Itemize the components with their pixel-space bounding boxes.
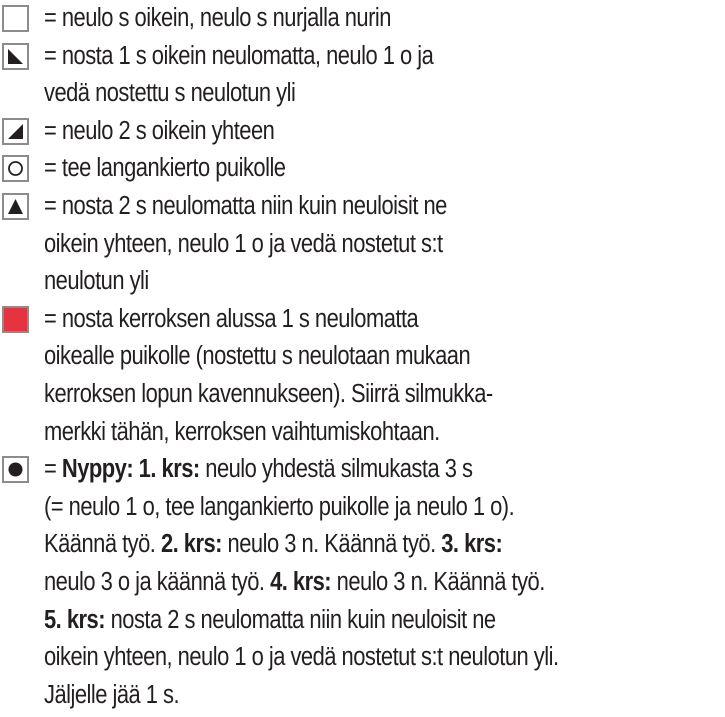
triangle-lower-left-icon bbox=[2, 43, 29, 70]
text-segment: oikein yhteen, neulo 1 o ja vedä nostetut s:t neulotun yli. bbox=[44, 643, 559, 672]
legend-text: = nosta 1 s oikein neulomatta, neulo 1 o ja bbox=[44, 41, 434, 70]
legend-text: oikein yhteen, neulo 1 o ja vedä nostetut s:t bbox=[44, 229, 443, 258]
filled-dot-icon bbox=[2, 456, 29, 483]
text-segment: (= neulo 1 o, tee langankierto puikolle ja neulo 1 o). bbox=[44, 492, 515, 521]
legend-text: = neulo s oikein, neulo s nurjalla nurin bbox=[44, 4, 391, 32]
legend-text: = neulo 2 s oikein yhteen bbox=[44, 116, 275, 145]
legend-text: = tee langankierto puikolle bbox=[44, 154, 286, 183]
legend-text: neulotun yli bbox=[44, 267, 149, 296]
row-label: 4. krs: bbox=[270, 567, 332, 596]
text-segment: neulo 3 o ja käännä työ. bbox=[44, 567, 271, 596]
text-segment: neulo 3 n. Käännä työ. bbox=[331, 567, 545, 596]
row-label: 3. krs: bbox=[441, 530, 503, 559]
empty-square-icon bbox=[2, 5, 29, 32]
triangle-up-icon bbox=[2, 193, 29, 220]
legend-text bbox=[44, 677, 559, 715]
text-segment: = bbox=[44, 455, 62, 484]
text-segment: nosta 2 s neulomatta niin kuin neuloisit ne bbox=[105, 605, 496, 634]
legend-text: vedä nostettu s neulotun yli bbox=[44, 79, 296, 108]
red-square-icon bbox=[2, 306, 29, 333]
text-segment: neulo yhdestä silmukasta 3 s bbox=[199, 455, 473, 484]
row-label: 2. krs: bbox=[160, 530, 222, 559]
text-segment: Käännä työ. bbox=[44, 530, 161, 559]
triangle-lower-right-icon bbox=[2, 118, 29, 145]
legend-text bbox=[44, 602, 559, 640]
legend-text: oikealle puikolle (nostettu s neulotaan mukaan bbox=[44, 342, 471, 371]
circle-icon bbox=[2, 155, 29, 182]
legend-text: kerroksen lopun kavennukseen). Siirrä silmukka- bbox=[44, 379, 493, 408]
row-label: Nyppy: 1. krs: bbox=[61, 455, 200, 484]
legend-text bbox=[44, 639, 559, 677]
legend-text bbox=[44, 489, 559, 527]
bobble-instructions bbox=[44, 451, 642, 714]
row-label: 5. krs: bbox=[44, 605, 106, 634]
text-segment: neulo 3 n. Käännä työ. bbox=[221, 530, 442, 559]
legend-text: = nosta kerroksen alussa 1 s neulomatta bbox=[44, 304, 419, 333]
legend-text: = nosta 2 s neulomatta niin kuin neuloisit ne bbox=[44, 192, 447, 220]
legend-text bbox=[44, 564, 559, 602]
text-segment: Jäljelle jää 1 s. bbox=[44, 680, 180, 709]
legend-text bbox=[44, 451, 559, 489]
legend-text: merkki tähän, kerroksen vaihtumiskohtaan. bbox=[44, 417, 440, 446]
legend-text bbox=[44, 526, 559, 564]
